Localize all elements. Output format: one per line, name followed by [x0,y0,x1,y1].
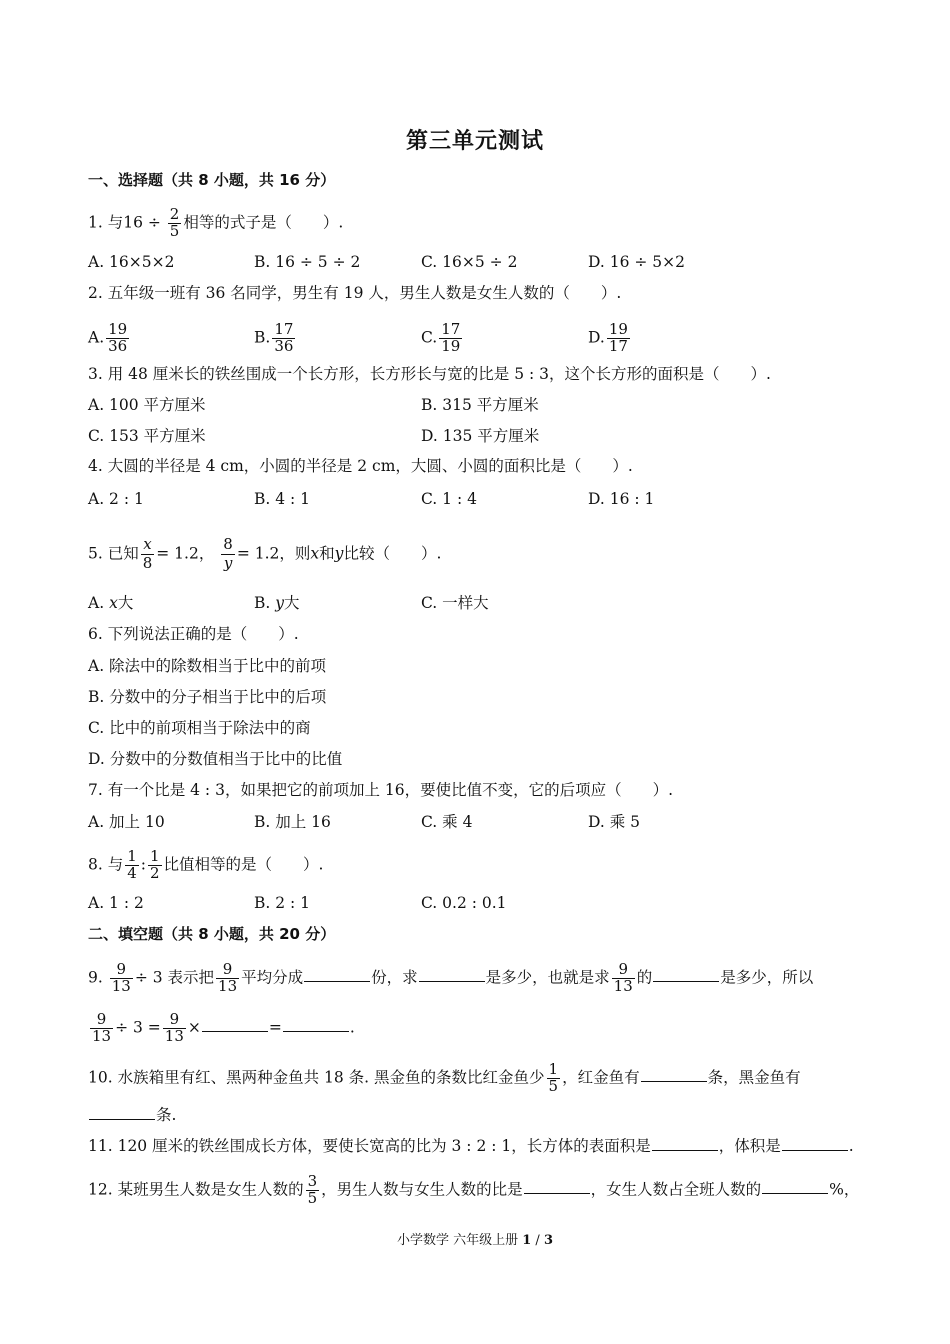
option-b: B. 2 : 1 [254,894,311,912]
option-d: D. 16 : 1 [588,490,655,508]
option-a: A. 16×5×2 [88,253,175,271]
fraction: $\frac{8}{y}$ [223,535,233,572]
answer-blank[interactable] [202,1015,268,1032]
question-5: 5. 已知 $\frac{x}{8}$ = 1.2， $\frac{8}{y}$ = 1.2，则x和y比较（ ）. [88,535,442,572]
question-1: 1. 与16 ÷ $\frac{2}{5}$ 相等的式子是（ ）. [88,205,344,240]
question-8-options [88,891,868,915]
fraction: $\frac{9}{13}$ [92,1010,112,1045]
option-a: A. 2 : 1 [88,490,144,508]
option-d: D. 乘 5 [588,813,641,831]
answer-blank[interactable] [641,1065,707,1082]
page-title: 第三单元测试 [405,128,544,154]
answer-blank[interactable] [782,1134,848,1151]
option-b: B. 加上 16 [254,813,331,831]
question-10-line2: 条. [88,1103,868,1127]
answer-blank[interactable] [419,965,485,982]
option-b: B. 分数中的分子相当于比中的后项 [88,688,327,706]
question-9-line1: 9. $\frac{9}{13}$ ÷ 3 表示把 $\frac{9}{13}$ 平均分成 份，求 是多少，也就是求 $\frac{9}{13}$ 的 是多少，所以 [88,960,814,995]
option-a: A. $\frac{19}{36}$ [88,320,128,355]
page-total: 3 [543,1233,553,1248]
answer-blank[interactable] [283,1015,349,1032]
option-b: B. 16 ÷ 5 ÷ 2 [254,253,361,271]
option-c: C. $\frac{17}{19}$ [421,320,461,355]
question-2-options [88,320,868,355]
answer-blank[interactable] [524,1177,590,1194]
option-b: B. $\frac{17}{36}$ [254,320,294,355]
question-1-options [88,250,868,274]
answer-blank[interactable] [762,1177,828,1194]
page-number: 1 [522,1233,532,1248]
option-c: C. 0.2 : 0.1 [421,894,507,912]
question-4: 4. 大圆的半径是 4 cm，小圆的半径是 2 cm，大圆、小圆的面积比是（ ）. [88,457,633,475]
question-4-options [88,487,868,511]
option-c: C. 16×5 ÷ 2 [421,253,518,271]
fraction: $\frac{3}{5}$ [307,1172,318,1207]
option-d: D. 分数中的分数值相当于比中的比值 [88,750,343,768]
section-choice-heading: 一、选择题（共 8 小题，共 16 分） [88,171,336,189]
option-d: D. $\frac{19}{17}$ [588,320,628,355]
fraction: $\frac{19}{36}$ [108,320,128,355]
question-12: 12. 某班男生人数是女生人数的 $\frac{3}{5}$ ，男生人数与女生人数的比是 ，女生人数占全班人数的 %， [88,1172,860,1207]
option-a: A. 100 平方厘米 [88,396,206,414]
question-10-line1: 10. 水族箱里有红、黑两种金鱼共 18 条. 黑金鱼的条数比红金鱼少 $\frac{1}{5}$ ，红金鱼有 条，黑金鱼有 [88,1060,801,1095]
fraction: $\frac{2}{5}$ [169,205,180,240]
fraction: $\frac{19}{17}$ [608,320,628,355]
fraction: $\frac{17}{36}$ [274,320,294,355]
fraction: $\frac{9}{13}$ [164,1010,184,1045]
fraction: $\frac{1}{5}$ [548,1060,559,1095]
question-8: 8. 与 $\frac{1}{4}$ : $\frac{1}{2}$ 比值相等的是（ ）. [88,847,324,882]
option-c: C. 比中的前项相当于除法中的商 [88,719,311,737]
option-a: A. x大 [88,594,134,612]
question-9-line2: $\frac{9}{13}$ ÷ 3 = $\frac{9}{13}$ × = . [92,1010,355,1045]
option-b: B. 4 : 1 [254,490,311,508]
fraction: $\frac{9}{13}$ [111,960,131,995]
question-3-options-row2 [88,424,868,448]
option-a: A. 1 : 2 [88,894,144,912]
option-a: A. 除法中的除数相当于比中的前项 [88,657,327,675]
option-d: D. 16 ÷ 5×2 [588,253,686,271]
question-6: 6. 下列说法正确的是（ ）. [88,625,299,643]
question-7: 7. 有一个比是 4 : 3，如果把它的前项加上 16，要使比值不变，它的后项应（ ）. [88,781,674,799]
answer-blank[interactable] [653,965,719,982]
option-c: C. 1 : 4 [421,490,477,508]
page-footer: 小学数学 六年级上册 1 / 3 [396,1233,553,1248]
answer-blank[interactable] [89,1103,155,1120]
option-b: B. 315 平方厘米 [421,396,539,414]
fraction: $\frac{9}{13}$ [218,960,238,995]
fraction: $\frac{1}{4}$ [127,847,137,882]
question-2: 2. 五年级一班有 36 名同学，男生有 19 人，男生人数是女生人数的（ ）. [88,284,622,302]
option-b: B. y大 [254,594,300,612]
option-c: C. 乘 4 [421,813,473,831]
question-3-options-row1 [88,393,868,417]
answer-blank[interactable] [652,1134,718,1151]
option-c: C. 一样大 [421,594,489,612]
fraction: $\frac{9}{13}$ [613,960,633,995]
question-11: 11. 120 厘米的铁丝围成长方体，要使长宽高的比为 3 : 2 : 1，长方体的表面积是 ，体积是 . [88,1134,868,1158]
section-fill-heading: 二、填空题（共 8 小题，共 20 分） [88,925,336,943]
option-c: C. 153 平方厘米 [88,427,206,445]
fraction: $\frac{x}{8}$ [142,535,153,572]
question-3: 3. 用 48 厘米长的铁丝围成一个长方形，长方形长与宽的比是 5 : 3，这个长方形的面积是（ ）. [88,365,771,383]
question-7-options [88,810,868,834]
option-a: A. 加上 10 [88,813,165,831]
option-d: D. 135 平方厘米 [421,427,540,445]
fraction: $\frac{17}{19}$ [441,320,461,355]
question-5-options [88,591,868,615]
fraction: $\frac{1}{2}$ [150,847,160,882]
answer-blank[interactable] [304,965,370,982]
